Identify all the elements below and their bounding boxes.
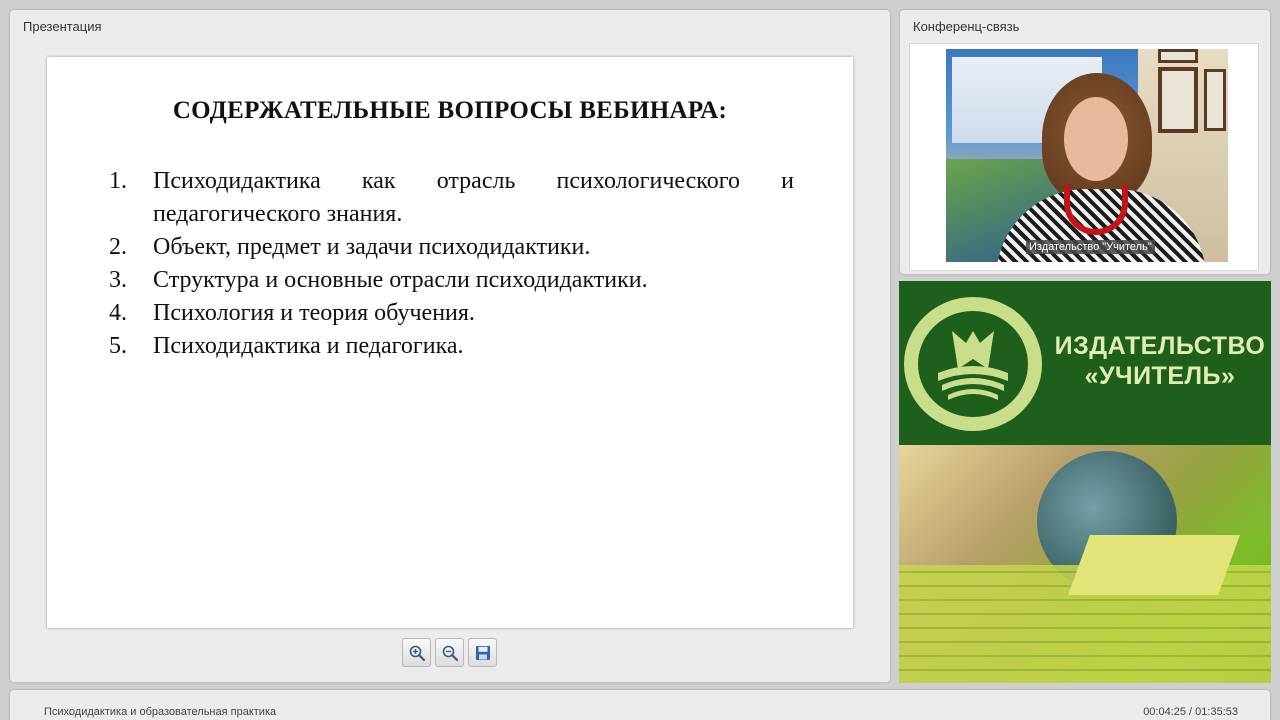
slide-list bbox=[109, 165, 794, 363]
list-item bbox=[109, 330, 794, 363]
publisher-banner bbox=[899, 281, 1271, 683]
presentation-panel bbox=[10, 10, 890, 682]
publisher-name-line2: «УЧИТЕЛЬ» bbox=[1084, 362, 1236, 390]
list-item bbox=[109, 165, 794, 231]
presentation-slide bbox=[47, 57, 853, 628]
publisher-name bbox=[1049, 331, 1271, 391]
list-item bbox=[109, 297, 794, 330]
footer-bar bbox=[10, 690, 1270, 720]
slide-heading: СОДЕРЖАТЕЛЬНЫЕ ВОПРОСЫ ВЕБИНАРА: bbox=[172, 97, 728, 124]
publisher-name-line1: ИЗДАТЕЛЬСТВО bbox=[1054, 332, 1266, 360]
save-icon bbox=[474, 644, 492, 662]
video-caption: Издательство "Учитель" bbox=[1026, 240, 1155, 254]
list-item-number: 5. bbox=[109, 333, 127, 359]
slide-toolbar bbox=[402, 638, 497, 667]
publisher-logo-icon bbox=[904, 297, 1042, 431]
webcam-video[interactable] bbox=[946, 49, 1228, 262]
list-item-text: Объект, предмет и задачи психодидактики. bbox=[153, 234, 591, 260]
playback-time: 00:04:25 / 01:35:53 bbox=[1143, 706, 1238, 718]
list-item bbox=[109, 264, 794, 297]
webinar-title: Психодидактика и образовательная практика bbox=[44, 706, 277, 718]
list-item-number: 4. bbox=[109, 300, 127, 326]
video-frame bbox=[909, 43, 1259, 271]
banner-image bbox=[899, 445, 1271, 683]
zoom-in-icon bbox=[408, 644, 426, 662]
list-item bbox=[109, 231, 794, 264]
list-item-text: Психология и теория обучения. bbox=[153, 300, 475, 326]
list-item-number: 3. bbox=[109, 267, 127, 293]
book-icon bbox=[1068, 535, 1240, 595]
save-button[interactable] bbox=[468, 638, 497, 667]
list-item-text: Психодидактика и педагогика. bbox=[153, 333, 464, 359]
list-item-number: 1. bbox=[109, 168, 127, 194]
list-item-text: Психодидактика как отрасль психологического и педагогического знания. bbox=[153, 168, 794, 227]
list-item-text: Структура и основные отрасли психодидактики. bbox=[153, 267, 648, 293]
conference-panel bbox=[900, 10, 1270, 274]
conference-panel-title: Конференц-связь bbox=[913, 19, 1020, 34]
presentation-panel-title: Презентация bbox=[23, 19, 102, 34]
book-logo-icon bbox=[918, 311, 1028, 417]
zoom-in-button[interactable] bbox=[402, 638, 431, 667]
list-item-number: 2. bbox=[109, 234, 127, 260]
zoom-out-icon bbox=[441, 644, 459, 662]
zoom-out-button[interactable] bbox=[435, 638, 464, 667]
